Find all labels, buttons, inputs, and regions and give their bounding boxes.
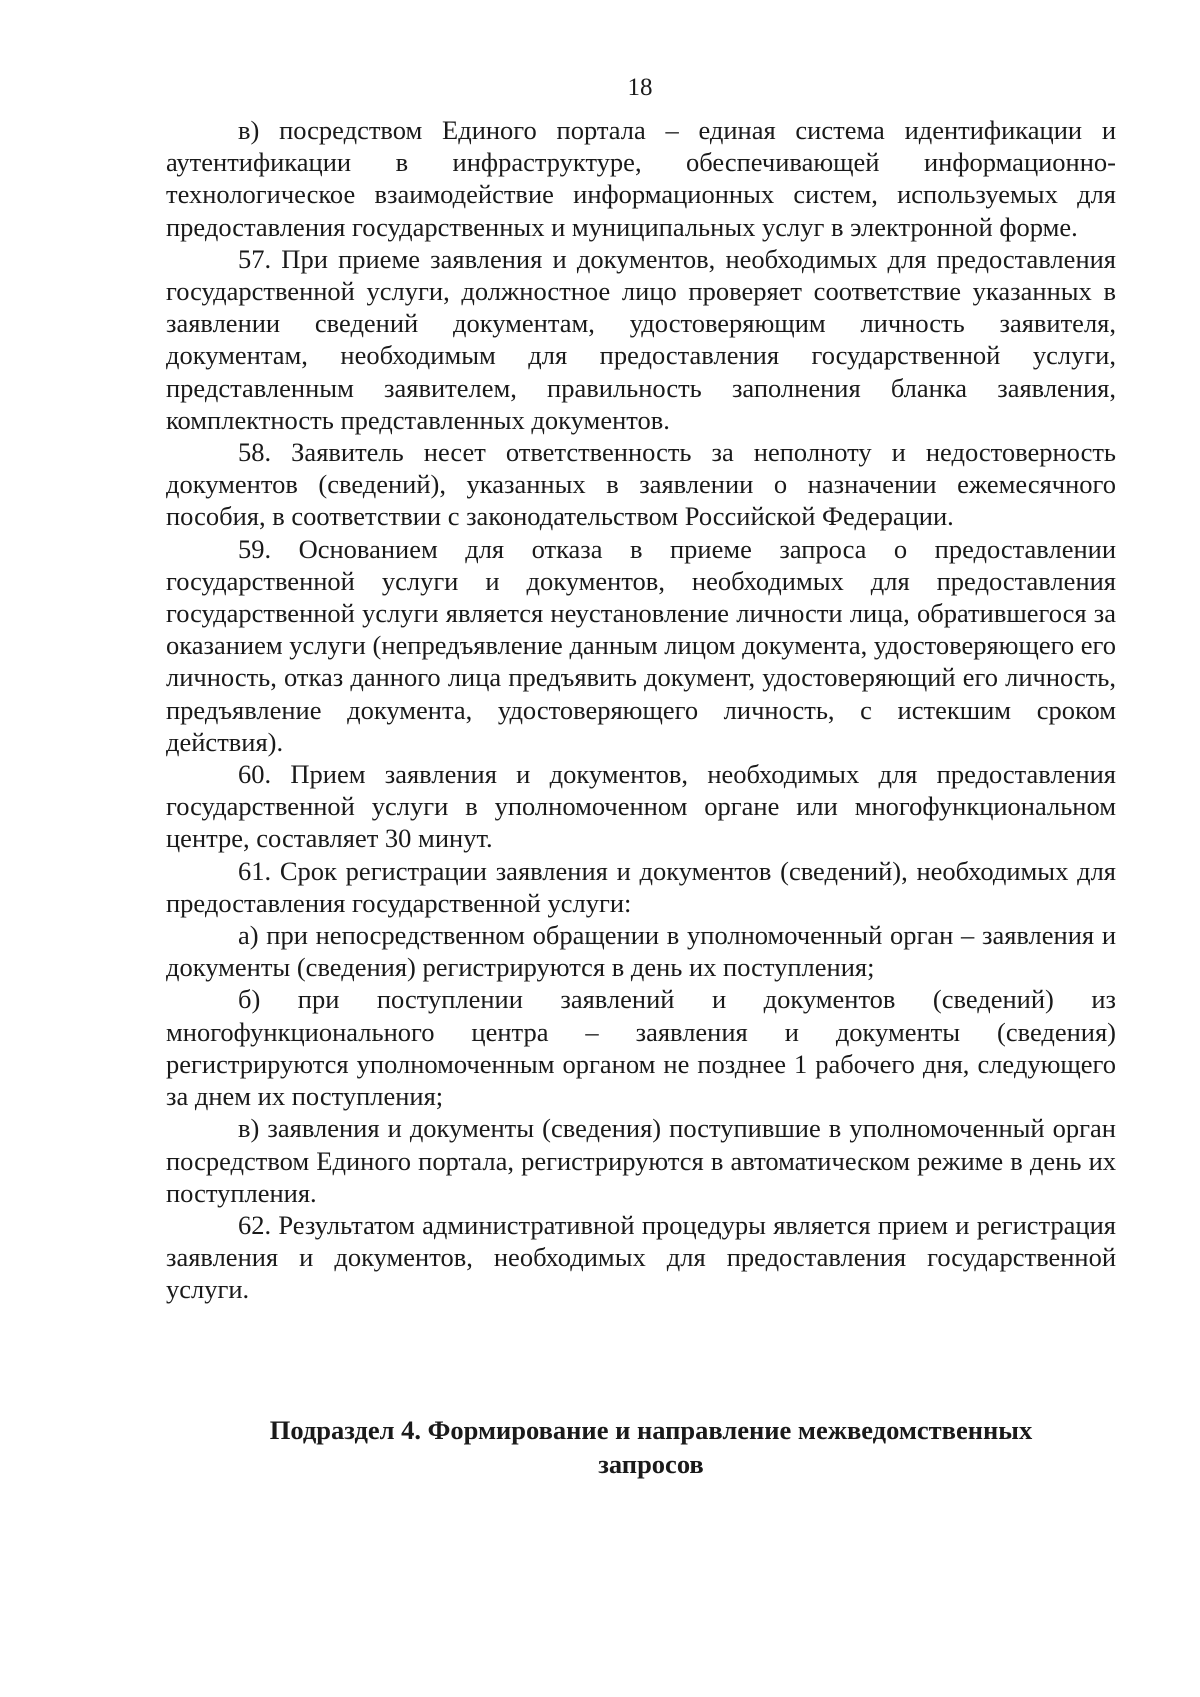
paragraph-57: 57. При приеме заявления и документов, необходимых для предоставления государственной услуги, должностное лицо проверяет соответствие указанных в заявлении сведений документам, удостоверяющим личность заявителя, документам, необходимым для предоставления государственной услуги, представленным заявителем, правильность заполнения бланка заявления, комплектность представленных документов. [166,243,1116,435]
paragraph-62: 62. Результатом административной процедуры является прием и регистрация заявления и документов, необходимых для предоставления государственной услуги. [166,1209,1116,1305]
paragraph-56-v: в) посредством Единого портала – единая система идентификации и аутентификации в инфраструктуре, обеспечивающей информационно-технологическое взаимодействие информационных систем, используемых для предоставления государственных и муниципальных услуг в электронной форме. [166,115,1116,242]
paragraph-61-a: а) при непосредственном обращении в уполномоченный орган – заявления и документы (сведения) регистрируются в день их поступления; [166,920,1116,983]
paragraph-58: 58. Заявитель несет ответственность за неполноту и недостоверность документов (сведений), указанных в заявлении о назначении ежемесячного пособия, в соответствии с законодательством Российской Федерации. [166,437,1116,532]
paragraph-61-b: б) при поступлении заявлений и документов (сведений) из многофункционального центра – заявления и документы (сведения) регистрируются уполномоченным органом не позднее 1 рабочего дня, следующего за днем их поступления; [166,984,1116,1112]
paragraph-61: 61. Срок регистрации заявления и документов (сведений), необходимых для предоставления государственной услуги: [166,855,1116,918]
section-heading [166,1413,1136,1481]
paragraph-61-v: в) заявления и документы (сведения) поступившие в уполномоченный орган посредством Единого портала, регистрируются в автоматическом режиме в день их поступления. [166,1113,1116,1208]
section-heading-line1: Подраздел 4. Формирование и направление межведомственных [269,1415,1033,1445]
paragraph-59: 59. Основанием для отказа в приеме запроса о предоставлении государственной услуги и документов, необходимых для предоставления государственной услуги является неустановление личности лица, обратившегося за оказанием услуги (непредъявление данным лицом документа, удостоверяющего его личность, отказ данного лица предъявить документ, удостоверяющий его личность, предъявление документа, удостоверяющего личность, с истекшим сроком действия). [166,533,1116,757]
document-body [166,114,1116,1306]
section-heading-line2: запросов [598,1449,704,1479]
paragraph-60: 60. Прием заявления и документов, необходимых для предоставления государственной услуги в уполномоченном органе или многофункциональном центре, составляет 30 минут. [166,759,1116,854]
page-number: 18 [627,74,653,101]
